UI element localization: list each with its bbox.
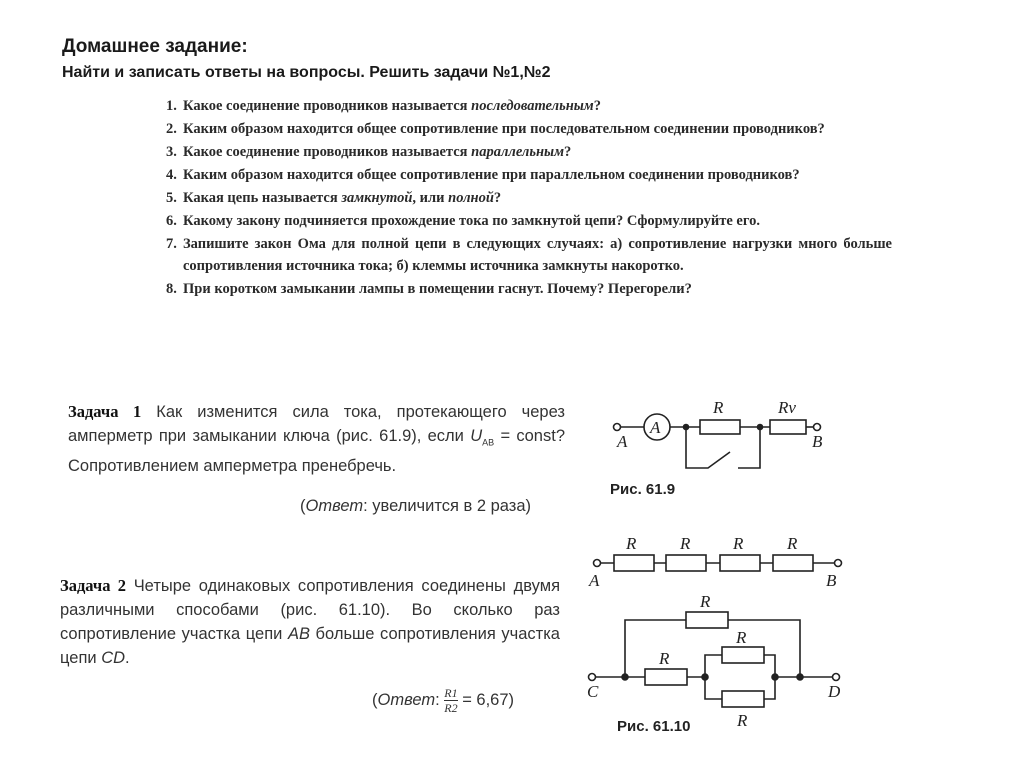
question-number: 8. xyxy=(166,281,177,297)
question-text-part: ? xyxy=(593,98,601,114)
question-text-part: Каким образом находится общее сопротивление при параллельном соединении проводников? xyxy=(183,167,800,183)
question-text-part: ? xyxy=(493,190,502,206)
slide-title: Домашнее задание: xyxy=(62,36,248,57)
resistor-label: R xyxy=(659,649,670,668)
answer-text: = 6,67 xyxy=(462,690,509,709)
task-2-ab: AB xyxy=(287,625,310,643)
question-text-part: Каким образом находится общее сопротивление при последовательном соединении проводников? xyxy=(183,121,825,137)
terminal-label: B xyxy=(812,432,823,451)
terminal-label: D xyxy=(828,682,841,701)
resistor xyxy=(645,669,687,685)
answer-label: Ответ xyxy=(305,497,364,515)
figure-caption: Рис. 61.10 xyxy=(617,718,691,735)
figure-61-10-series xyxy=(588,534,842,590)
terminal-a xyxy=(614,424,621,431)
resistor-label: R xyxy=(736,628,747,647)
task-1-text: Как изменится сила тока, протекающего через амперметр при замыкании ключа (рис. 61.9), если xyxy=(68,403,565,445)
resistor-rv xyxy=(770,420,806,434)
question-emphasis: последовательным xyxy=(471,98,594,114)
question-number: 1. xyxy=(166,98,177,114)
resistor-label: R xyxy=(787,534,798,553)
question-emphasis: полной xyxy=(448,190,494,206)
question-text-part: При коротком замыкании лампы в помещении гаснут. Почему? Перегорели? xyxy=(183,281,692,297)
question-text-part: ? xyxy=(564,144,572,160)
task-1-label: Задача 1 xyxy=(68,402,142,421)
resistor-label: R xyxy=(680,534,691,553)
figure-61-10-mixed xyxy=(587,592,841,735)
terminal-label: A xyxy=(617,432,628,451)
resistor-label: R xyxy=(700,592,711,611)
terminal-label: A xyxy=(589,571,600,590)
switch xyxy=(686,427,730,468)
resistor-r xyxy=(700,420,740,434)
resistor-label: R xyxy=(733,534,744,553)
resistor xyxy=(686,612,728,628)
task-1-u: U xyxy=(470,427,483,445)
question-text-part: Какое соединение проводников называется xyxy=(183,144,472,160)
question-emphasis: замкнутой xyxy=(341,190,413,206)
resistor-label: R xyxy=(626,534,637,553)
question-text-part: Запишите закон Ома для полной цепи в следующих случаях: а) сопротивление нагрузки много больше сопротивления источника тока; б) клеммы источника замкнуты накоротко. xyxy=(183,236,892,274)
task-2-text: Четыре одинаковых сопротивления соединены двумя различными способами (рис. 61.10). Во сколько раз сопротивление участка цепи xyxy=(60,577,561,643)
question-number: 4. xyxy=(166,167,177,183)
resistor xyxy=(720,555,760,571)
resistor-label: R xyxy=(713,398,724,417)
answer-text: : увеличится в 2 раза xyxy=(363,497,526,515)
question-text-part: Какому закону подчиняется прохождение тока по замкнутой цепи? Сформулируйте его. xyxy=(183,213,760,229)
question-number: 5. xyxy=(166,190,177,206)
question-number: 3. xyxy=(166,144,177,160)
resistor xyxy=(614,555,654,571)
question-number: 6. xyxy=(166,213,177,229)
resistor xyxy=(773,555,813,571)
task-1-sub: AB xyxy=(482,437,495,448)
numerator: R1 xyxy=(444,686,458,700)
task-2-answer: (Ответ: $\frac{R1}{R2}$ = 6,67) xyxy=(372,686,515,715)
task-2-label: Задача 2 xyxy=(60,576,126,595)
resistor-label: Rv xyxy=(778,398,796,417)
slide-subtitle: Найти и записать ответы на вопросы. Решить задачи №1,№2 xyxy=(62,64,551,81)
resistor xyxy=(666,555,706,571)
answer-label: Ответ xyxy=(377,690,436,709)
question-emphasis: параллельным xyxy=(471,144,565,160)
resistor-label: R xyxy=(737,711,748,730)
question-text-part: Какое соединение проводников называется xyxy=(183,98,472,114)
task-1-answer: (Ответ: увеличится в 2 раза) xyxy=(300,497,532,515)
question-text-part: Какая цепь называется xyxy=(183,190,342,206)
resistor xyxy=(722,647,764,663)
terminal-b xyxy=(814,424,821,431)
question-number: 2. xyxy=(166,121,177,137)
resistor xyxy=(722,691,764,707)
terminal-label: B xyxy=(826,571,837,590)
ammeter-label: A xyxy=(650,418,661,437)
task-2-text-3: . xyxy=(125,649,130,667)
figure-61-9 xyxy=(610,398,823,498)
task-1-text-2: = const? Сопротивлением амперметра пренебречь. xyxy=(68,427,565,476)
terminal-label: C xyxy=(587,682,599,701)
figure-caption: Рис. 61.9 xyxy=(610,481,676,498)
task-2-cd: CD xyxy=(101,649,126,667)
denominator: R2 xyxy=(444,701,458,715)
question-text-part: , или xyxy=(412,190,449,206)
task-2-text-2: больше сопротивления участка цепи xyxy=(60,625,560,667)
question-number: 7. xyxy=(166,236,177,252)
